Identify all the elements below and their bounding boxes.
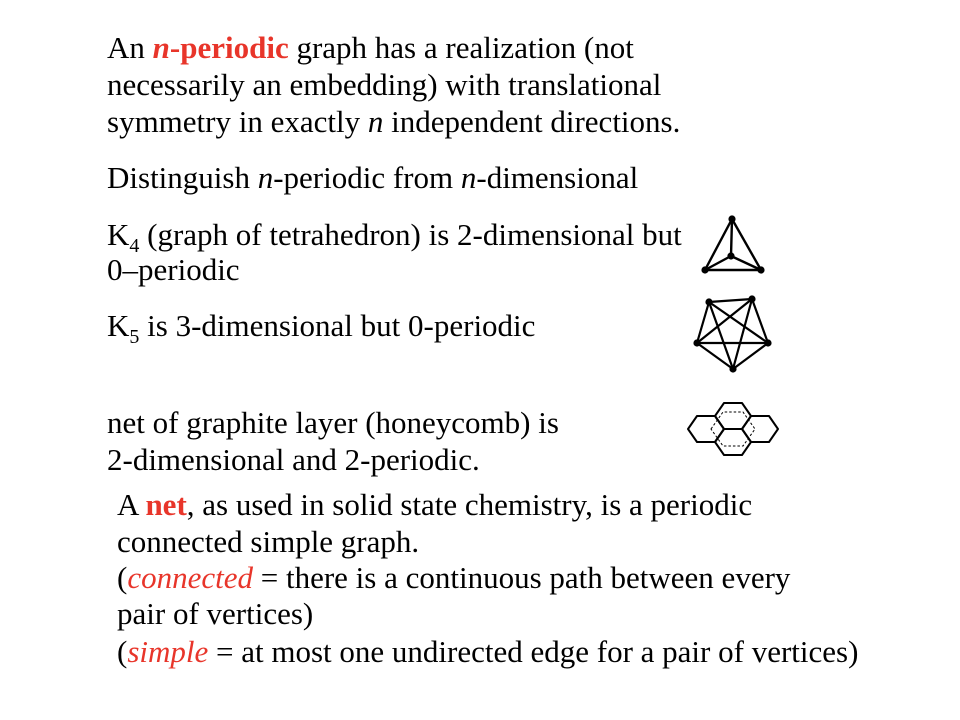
italic-n: n bbox=[367, 104, 384, 139]
text: is 3-dimensional but 0-periodic bbox=[139, 308, 536, 343]
term-connected: connected bbox=[127, 560, 253, 595]
graph-edge bbox=[709, 299, 752, 302]
text: graph has a realization (not bbox=[288, 30, 634, 65]
k4-line-1 bbox=[107, 217, 682, 257]
k5-line bbox=[107, 308, 536, 348]
text: Distinguish bbox=[107, 160, 258, 195]
k-subscript: 5 bbox=[129, 326, 140, 348]
graph-vertex bbox=[693, 339, 700, 346]
graph-edge bbox=[709, 302, 768, 343]
graph-vertex bbox=[728, 215, 735, 222]
k-subscript: 4 bbox=[129, 235, 140, 257]
graph-vertex bbox=[701, 266, 708, 273]
text: An bbox=[107, 30, 153, 65]
text: A bbox=[117, 487, 146, 522]
text: , as used in solid state chemistry, is a periodic bbox=[186, 487, 753, 522]
text: -dimensional bbox=[476, 160, 639, 195]
term-n: n bbox=[152, 30, 170, 65]
net-definition-line-3 bbox=[117, 560, 790, 596]
term-net: net bbox=[145, 487, 187, 522]
net-definition-line-2: connected simple graph. bbox=[117, 524, 420, 559]
definition-line-1 bbox=[107, 30, 634, 66]
italic-n: n bbox=[257, 160, 274, 195]
honeycomb-line-1: net of graphite layer (honeycomb) is bbox=[107, 405, 559, 440]
k5-complete-graph bbox=[688, 292, 778, 378]
graph-vertex bbox=[757, 266, 764, 273]
graph-vertex bbox=[727, 252, 734, 259]
k4-line-2: 0–periodic bbox=[107, 252, 240, 287]
k-letter: K bbox=[107, 308, 130, 343]
text: = there is a continuous path between every bbox=[252, 560, 791, 595]
term-periodic: -periodic bbox=[169, 30, 289, 65]
graph-edge bbox=[731, 219, 732, 256]
paren: ( bbox=[117, 560, 128, 595]
graph-vertex bbox=[748, 295, 755, 302]
text: = at most one undirected edge for a pair of vertices) bbox=[208, 634, 859, 669]
text: -periodic from bbox=[273, 160, 461, 195]
distinguish-line bbox=[107, 160, 638, 196]
k4-tetrahedron-graph bbox=[695, 210, 771, 280]
text: (graph of tetrahedron) is 2-dimensional but bbox=[139, 217, 682, 252]
text: independent directions. bbox=[383, 104, 681, 139]
text: symmetry in exactly bbox=[107, 104, 368, 139]
graph-edge bbox=[709, 302, 733, 369]
honeycomb-line-2: 2-dimensional and 2-periodic. bbox=[107, 442, 480, 477]
definition-line-3 bbox=[107, 104, 680, 140]
honeycomb-net bbox=[684, 398, 782, 460]
term-simple: simple bbox=[127, 634, 209, 669]
net-definition-line-4: pair of vertices) bbox=[117, 596, 314, 631]
net-definition-line-1 bbox=[117, 487, 752, 523]
k-letter: K bbox=[107, 217, 130, 252]
italic-n: n bbox=[460, 160, 477, 195]
graph-edge bbox=[733, 299, 752, 369]
graph-vertex bbox=[764, 339, 771, 346]
graph-vertex bbox=[705, 298, 712, 305]
definition-line-2: necessarily an embedding) with translational bbox=[107, 67, 662, 102]
paren: ( bbox=[117, 634, 128, 669]
net-definition-line-5 bbox=[117, 634, 858, 670]
graph-vertex bbox=[729, 365, 736, 372]
graph-edge bbox=[697, 299, 752, 343]
